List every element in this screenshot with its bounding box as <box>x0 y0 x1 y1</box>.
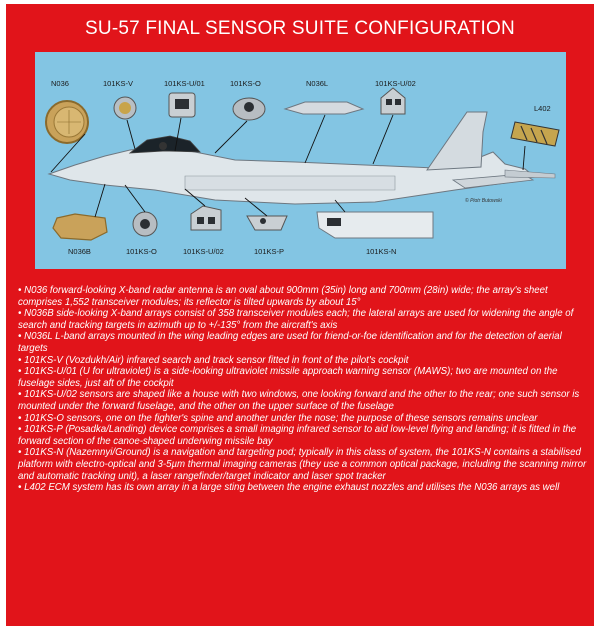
vertical-tail <box>427 112 487 170</box>
n036-radar-antenna <box>46 101 88 143</box>
diagram-panel <box>35 52 566 269</box>
label-101ks-u02-bottom: 101KS-U/02 <box>183 247 224 256</box>
bullet-101ks-p: • 101KS-P (Posadka/Landing) device comprises a small imaging infrared sensor to aid low-level flying and landing; it is fitted in the forward section of the canoe-shaped underwing missile bay <box>18 424 577 447</box>
n036l-array <box>285 102 363 114</box>
101ks-p-sensor <box>247 216 287 230</box>
n036b-side-array <box>53 214 107 240</box>
su57-aircraft <box>49 112 555 204</box>
101ks-v-sensor <box>114 97 136 119</box>
poster-frame <box>6 4 594 626</box>
101ks-u01-sensor <box>169 93 195 117</box>
label-n036: N036 <box>51 79 69 88</box>
label-l402: L402 <box>534 104 551 113</box>
bullet-101ks-v: • 101KS-V (Vozdukh/Air) infrared search and track sensor fitted in front of the pilot's cockpit <box>18 354 409 366</box>
101ks-u02-top-sensor <box>381 88 405 114</box>
label-101ks-o-top: 101KS-O <box>230 79 261 88</box>
sensor-descriptions <box>18 285 588 494</box>
bullet-101ks-n: • 101KS-N (Nazemnyi/Ground) is a navigation and targeting pod; typically in this class of system, the 101KS-N contains a stabilised platform with electro-optical and 3-5µm thermal imaging cameras (they use a common optical package, including the scanning mirror and automatic tracking unit), a laser rangefinder/target indicator and laser spot tracker <box>18 447 587 482</box>
page-title: SU-57 FINAL SENSOR SUITE CONFIGURATION <box>85 18 515 39</box>
label-101ks-o-bottom: 101KS-O <box>126 247 157 256</box>
label-n036b: N036B <box>68 247 91 256</box>
101ks-u02-bottom-sensor <box>191 206 221 230</box>
engine-nacelle <box>185 176 395 190</box>
sting-tail <box>505 170 555 178</box>
101ks-o-bottom-sensor <box>133 212 157 236</box>
label-101ks-n: 101KS-N <box>366 247 397 256</box>
bullet-n036: • N036 forward-looking X-band radar antenna is an oval about 900mm (35in) long and 700mm (28in) wide; the array's sheet comprises 1,552 transceiver modules; its reflector is tilted upwards by about 15° <box>18 285 548 308</box>
bullet-l402: • L402 ECM system has its own array in a large sting between the engine exhaust nozzles and utilises the N036 arrays as well <box>18 482 560 494</box>
101ks-o-top-sensor <box>233 98 265 120</box>
bullet-n036l: • N036L L-band arrays mounted in the wing leading edges are used for friend-or-foe identification and for the detection of aerial targets <box>18 331 562 354</box>
bullet-n036b: • N036B side-looking X-band arrays consist of 358 transceiver modules each; the lateral arrays are used for widening the angle of search and tracking targets in azimuth up to +/-135° from the aircraft's axis <box>18 308 574 331</box>
pilot-helmet <box>159 142 167 150</box>
101ks-n-pod <box>317 212 433 238</box>
l402-ecm-array <box>511 122 559 146</box>
bullet-101ks-u01: • 101KS-U/01 (U for ultraviolet) is a side-looking ultraviolet missile approach warning sensor (MAWS); two are mounted on the fuselage sides, just aft of the cockpit <box>18 366 558 389</box>
label-101ks-u02-top: 101KS-U/02 <box>375 79 416 88</box>
bullet-101ks-o: • 101KS-O sensors, one on the fighter's spine and another under the nose; the purpose of these sensors remains unclear <box>18 412 538 424</box>
label-101ks-v: 101KS-V <box>103 79 134 88</box>
label-n036l: N036L <box>306 79 329 88</box>
label-101ks-u01: 101KS-U/01 <box>164 79 205 88</box>
bullet-101ks-u02: • 101KS-U/02 sensors are shaped like a house with two windows, one looking forward and the other to the rear; one such sensor is mounted under the forward fuselage, and the other on the upper surface of the fuselage <box>18 389 580 412</box>
image-credit: © Piotr Butowski <box>465 198 502 204</box>
label-101ks-p: 101KS-P <box>254 247 285 256</box>
